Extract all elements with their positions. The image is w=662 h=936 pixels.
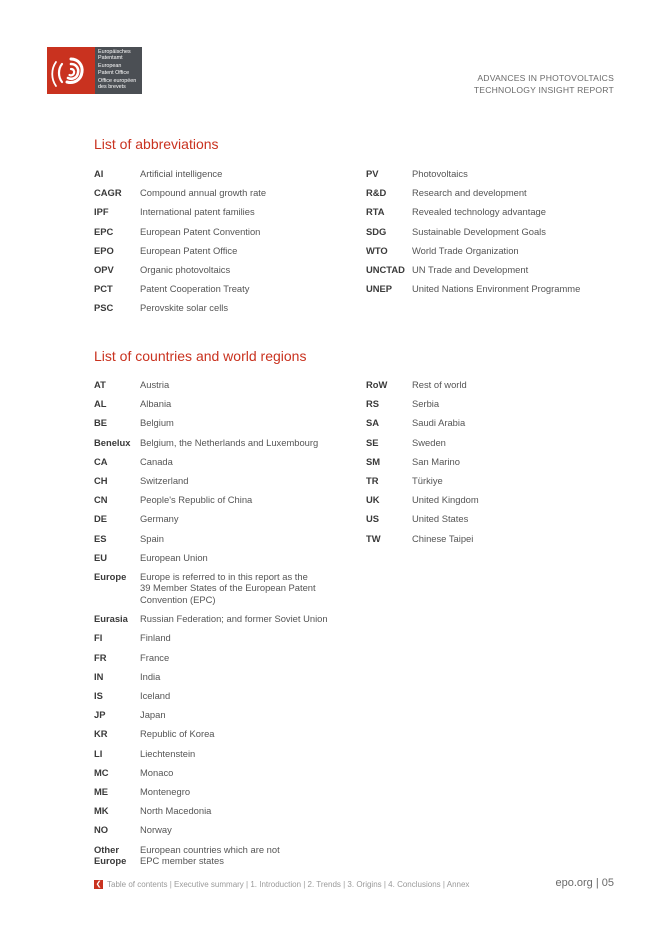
country-row	[94, 709, 354, 721]
term-code: AI	[94, 168, 104, 179]
term-code: DE	[94, 513, 108, 525]
country-row	[94, 475, 354, 487]
term-code: SE	[366, 436, 379, 448]
country-row	[366, 494, 616, 506]
term-description: People's Republic of China	[140, 494, 253, 506]
term-description: United States	[412, 513, 469, 525]
abbreviation-row	[366, 168, 616, 180]
abbreviation-row	[94, 226, 344, 238]
term-description: Monaco	[140, 766, 174, 778]
country-row	[94, 552, 354, 564]
term-code: PSC	[94, 302, 114, 314]
term-description: India	[140, 670, 161, 682]
abbreviation-row	[94, 245, 344, 257]
logo-line: Office européen	[98, 77, 137, 84]
term-code: MK	[94, 805, 109, 817]
term-code: Benelux	[94, 436, 131, 448]
countries-right-column	[366, 379, 616, 552]
term-code: RS	[366, 398, 380, 410]
term-description: Russian Federation; and former Soviet Union	[140, 613, 328, 625]
country-row	[94, 844, 354, 867]
term-description: World Trade Organization	[412, 244, 519, 256]
report-title: ADVANCES IN PHOTOVOLTAICS	[477, 73, 614, 83]
term-description: Europe is referred to in this report as the 39 Member States of the European Patent Convention (EPC)	[140, 570, 316, 606]
abbreviations-title: List of abbreviations	[94, 136, 219, 152]
term-description: Revealed technology advantage	[412, 206, 546, 218]
epo-logo	[47, 47, 142, 94]
term-code: FR	[94, 651, 107, 663]
term-code: IS	[94, 690, 103, 701]
term-description: Organic photovoltaics	[140, 263, 231, 275]
term-description: European Patent Convention	[140, 225, 261, 237]
term-code: Europe	[94, 570, 127, 582]
logo-text	[95, 47, 142, 94]
term-description: Germany	[140, 513, 179, 525]
chevron-left-icon[interactable]: ❮	[95, 881, 102, 888]
term-description: Austria	[140, 379, 170, 390]
term-description: European Union	[140, 551, 208, 563]
term-code: AT	[94, 379, 106, 390]
term-code: PCT	[94, 283, 113, 295]
country-row	[366, 475, 616, 487]
logo-mark	[47, 47, 95, 94]
term-code: CAGR	[94, 187, 122, 199]
footer-site-page: epo.org | 05	[555, 877, 614, 889]
term-code: CA	[94, 455, 108, 467]
term-description: Chinese Taipei	[412, 532, 474, 544]
footer-nav-links[interactable]: Table of contents | Executive summary | 1. Introduction | 2. Trends | 3. Origins | 4. Conclusions | Annex	[107, 880, 470, 889]
term-description: Finland	[140, 632, 171, 644]
abbreviation-row	[366, 206, 616, 218]
term-code: EPC	[94, 225, 114, 237]
term-description: Sweden	[412, 436, 446, 448]
term-description: Perovskite solar cells	[140, 302, 229, 314]
abbreviations-right-column	[366, 168, 616, 302]
country-row	[94, 379, 354, 391]
term-description: Spain	[140, 532, 164, 544]
abbreviation-row	[366, 226, 616, 238]
term-code: MC	[94, 766, 109, 778]
term-description: Japan	[140, 709, 166, 721]
term-code: OPV	[94, 263, 114, 275]
term-code: ES	[94, 532, 107, 544]
term-description: North Macedonia	[140, 805, 212, 817]
term-code: ME	[94, 785, 109, 797]
abbreviation-row	[94, 187, 344, 199]
term-description: France	[140, 651, 170, 663]
term-code: CN	[94, 494, 108, 506]
term-code: PV	[366, 168, 379, 179]
term-code: UNCTAD	[366, 263, 405, 275]
term-code: US	[366, 513, 380, 525]
footer-nav	[94, 880, 469, 889]
term-description: Liechtenstein	[140, 747, 196, 759]
term-code: RoW	[366, 379, 388, 390]
term-code: SDG	[366, 225, 387, 237]
term-description: Canada	[140, 455, 173, 467]
term-description: Albania	[140, 398, 172, 410]
country-row	[94, 786, 354, 798]
term-description: United Nations Environment Programme	[412, 283, 581, 295]
abbreviation-row	[94, 283, 344, 295]
term-description: Artificial intelligence	[140, 168, 223, 179]
term-code: SM	[366, 455, 381, 467]
term-code: RTA	[366, 206, 385, 218]
country-row	[366, 456, 616, 468]
term-code: TW	[366, 532, 381, 544]
logo-line: European	[98, 63, 122, 70]
term-description: Rest of world	[412, 379, 467, 390]
term-code: JP	[94, 709, 106, 721]
country-row	[94, 805, 354, 817]
term-description: San Marino	[412, 455, 460, 467]
report-header	[474, 72, 614, 96]
country-row	[366, 417, 616, 429]
term-code: KR	[94, 728, 108, 740]
term-description: Iceland	[140, 690, 171, 701]
country-row	[94, 571, 354, 606]
term-code: LI	[94, 747, 103, 759]
term-description: Switzerland	[140, 474, 189, 486]
term-description: Türkiye	[412, 474, 443, 486]
term-code: EPO	[94, 244, 114, 256]
country-row	[366, 398, 616, 410]
abbreviation-row	[366, 283, 616, 295]
logo-line: Patentamt	[98, 55, 123, 62]
term-code: CH	[94, 474, 108, 486]
country-row	[366, 533, 616, 545]
term-code: AL	[94, 398, 107, 410]
logo-line: des brevets	[98, 84, 126, 91]
term-description: International patent families	[140, 206, 255, 218]
term-description: Saudi Arabia	[412, 417, 466, 429]
country-row	[94, 671, 354, 683]
term-description: Patent Cooperation Treaty	[140, 283, 250, 295]
term-description: Belgium	[140, 417, 174, 429]
logo-line: Europäisches	[98, 49, 131, 55]
country-row	[94, 417, 354, 429]
term-description: Republic of Korea	[140, 728, 215, 740]
term-code: Eurasia	[94, 613, 128, 625]
country-row	[94, 728, 354, 740]
term-code: NO	[94, 824, 109, 836]
country-row	[94, 613, 354, 625]
country-row	[94, 652, 354, 664]
abbreviation-row	[366, 264, 616, 276]
country-row	[94, 690, 354, 702]
term-code: IPF	[94, 206, 109, 218]
country-row	[366, 513, 616, 525]
term-code: EU	[94, 551, 108, 563]
abbreviation-row	[366, 187, 616, 199]
term-description: Photovoltaics	[412, 168, 468, 179]
abbreviation-row	[94, 264, 344, 276]
abbreviation-row	[94, 206, 344, 218]
term-code: UK	[366, 494, 380, 506]
countries-left-column	[94, 379, 354, 874]
term-code: Other Europe	[94, 843, 127, 867]
logo-line: Patent Office	[98, 69, 130, 76]
abbreviation-row	[94, 168, 344, 180]
epo-spiral-icon	[47, 47, 95, 94]
country-row	[94, 437, 354, 449]
term-code: IN	[94, 670, 104, 682]
term-code: SA	[366, 417, 380, 429]
term-description: Belgium, the Netherlands and Luxembourg	[140, 436, 319, 448]
term-description: United Kingdom	[412, 494, 479, 506]
term-code: BE	[94, 417, 108, 429]
country-row	[94, 456, 354, 468]
term-description: Research and development	[412, 187, 527, 199]
term-code: FI	[94, 632, 103, 644]
abbreviation-row	[94, 302, 344, 314]
term-description: UN Trade and Development	[412, 263, 529, 275]
country-row	[94, 767, 354, 779]
term-code: WTO	[366, 244, 388, 256]
country-row	[366, 437, 616, 449]
abbreviation-row	[366, 245, 616, 257]
term-description: European Patent Office	[140, 244, 238, 256]
country-row	[94, 398, 354, 410]
term-description: Sustainable Development Goals	[412, 225, 546, 237]
term-code: TR	[366, 474, 379, 486]
term-description: Montenegro	[140, 785, 191, 797]
country-row	[366, 379, 616, 391]
term-description: Norway	[140, 824, 172, 836]
country-row	[94, 533, 354, 545]
term-description: European countries which are not EPC member states	[140, 843, 280, 867]
country-row	[94, 513, 354, 525]
term-code: R&D	[366, 187, 387, 199]
report-subtitle: TECHNOLOGY INSIGHT REPORT	[473, 85, 614, 95]
country-row	[94, 632, 354, 644]
country-row	[94, 748, 354, 760]
countries-title: List of countries and world regions	[94, 348, 307, 364]
term-code: UNEP	[366, 283, 393, 295]
term-description: Compound annual growth rate	[140, 187, 267, 199]
country-row	[94, 494, 354, 506]
country-row	[94, 824, 354, 836]
abbreviations-left-column	[94, 168, 344, 322]
term-description: Serbia	[412, 398, 440, 410]
